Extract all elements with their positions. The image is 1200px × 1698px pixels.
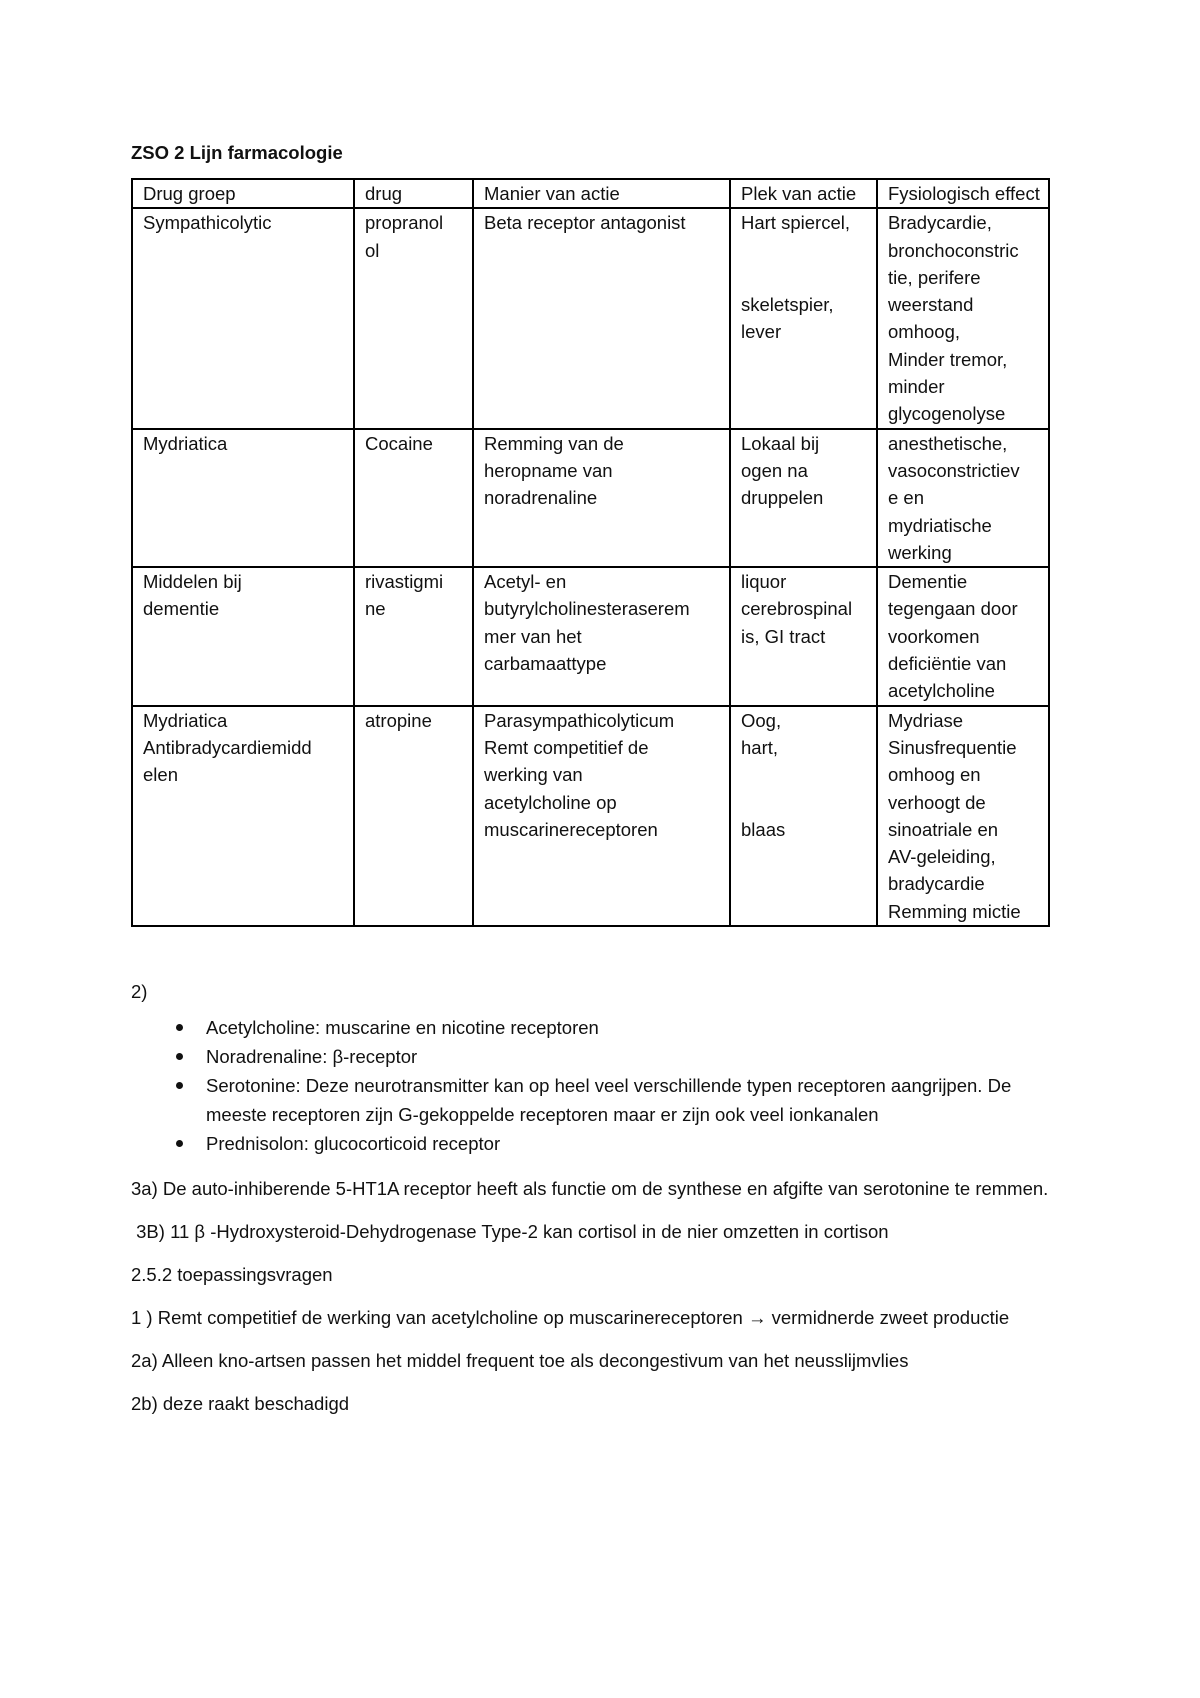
answer-2b: 2b) deze raakt beschadigd (131, 1393, 350, 1415)
cell-line: acetylcholine (888, 680, 995, 702)
table-cell-group (132, 706, 354, 926)
cell-line: dementie (143, 598, 220, 620)
table-body (132, 179, 1049, 926)
table-row (132, 429, 1049, 567)
cell-line: Hart spiercel, (741, 212, 850, 234)
header-cell: drug (354, 179, 473, 208)
cell-line: weerstand (888, 294, 974, 316)
answer-3b: 3B) 11 β -Hydroxysteroid-Dehydrogenase Type-2 kan cortisol in de nier omzetten in cortison (131, 1221, 889, 1243)
cell-line: propranol (365, 212, 444, 234)
answer-2a: 2a) Alleen kno-artsen passen het middel frequent toe als decongestivum van het neusslijmvlies (131, 1350, 909, 1372)
cell-line: ol (365, 239, 380, 261)
cell-line: Mydriatica (143, 709, 228, 731)
cell-line: werking van (484, 764, 583, 786)
cell-line: Sinusfrequentie (888, 736, 1017, 758)
cell-line: bradycardie (888, 873, 985, 895)
cell-line: butyrylcholinesteraserem (484, 598, 690, 620)
section-heading-2-5-2: 2.5.2 toepassingsvragen (131, 1264, 333, 1286)
cell-line: elen (143, 764, 178, 786)
cell-line: Middelen bij (143, 571, 242, 593)
cell-spacer (741, 237, 870, 292)
cell-line: is, GI tract (741, 625, 826, 647)
cell-line: Bradycardie, (888, 212, 992, 234)
answer-1-text: 1 ) Remt competitief de werking van acetylcholine op muscarinereceptoren (131, 1307, 743, 1329)
cell-line: hart, (741, 736, 779, 758)
cell-line: AV-geleiding, (888, 846, 996, 868)
table-row (132, 567, 1049, 705)
cell-line: Mydriase (888, 709, 964, 731)
header-cell: Manier van actie (473, 179, 730, 208)
cell-line: vasoconstrictiev (888, 459, 1020, 481)
cell-line: carbamaattype (484, 653, 607, 675)
cell-line: mer van het (484, 625, 582, 647)
cell-line: tegengaan door (888, 598, 1018, 620)
cell-line: Remming van de (484, 432, 624, 454)
bullet-item: Serotonine: Deze neurotransmitter kan op heel veel verschillende typen receptoren aangrijpen. De meeste receptoren zijn G-gekoppelde receptoren maar er zijn ook veel ionkanalen (206, 1071, 1056, 1129)
cell-line: omhoog, (888, 321, 960, 343)
answer-1 (131, 1303, 1056, 1332)
cell-line: mydriatische (888, 514, 992, 536)
table-cell-group (132, 429, 354, 567)
table-cell-action (473, 208, 730, 428)
cell-line: atropine (365, 709, 432, 731)
table-cell-site (730, 429, 877, 567)
cell-line: druppelen (741, 487, 824, 509)
cell-line: liquor (741, 571, 787, 593)
cell-line: werking (888, 541, 952, 563)
table-cell-action (473, 706, 730, 926)
cell-line: Cocaine (365, 432, 433, 454)
cell-line: Acetyl- en (484, 571, 567, 593)
cell-line: bronchoconstric (888, 239, 1019, 261)
cell-line: ogen na (741, 459, 808, 481)
answer-1-result: vermidnerde zweet productie (766, 1307, 1010, 1329)
cell-line: Beta receptor antagonist (484, 212, 686, 234)
table-cell-effect (877, 567, 1049, 705)
cell-line: Mydriatica (143, 432, 228, 454)
table-cell-site (730, 208, 877, 428)
cell-line: verhoogt de (888, 791, 986, 813)
cell-line: Oog, (741, 709, 782, 731)
header-cell: Fysiologisch effect (877, 179, 1049, 208)
cell-line: omhoog en (888, 764, 981, 786)
cell-line: Antibradycardiemidd (143, 736, 312, 758)
table-header-row (132, 179, 1049, 208)
header-cell: Plek van actie (730, 179, 877, 208)
table-cell-effect (877, 706, 1049, 926)
cell-line: muscarinereceptoren (484, 818, 658, 840)
cell-spacer (741, 761, 870, 816)
cell-line: Remming mictie (888, 900, 1021, 922)
table-cell-drug (354, 429, 473, 567)
cell-line: blaas (741, 818, 786, 840)
cell-line: sinoatriale en (888, 818, 999, 840)
bullet-item: Noradrenaline: β-receptor (206, 1042, 1056, 1071)
table-cell-drug (354, 208, 473, 428)
table-cell-drug (354, 567, 473, 705)
document-title: ZSO 2 Lijn farmacologie (131, 142, 343, 163)
bullet-item: Prednisolon: glucocorticoid receptor (206, 1129, 1056, 1158)
cell-line: rivastigmi (365, 571, 444, 593)
cell-line: cerebrospinal (741, 598, 853, 620)
table-cell-action (473, 429, 730, 567)
cell-line: acetylcholine op (484, 791, 617, 813)
answer-3a: 3a) De auto-inhiberende 5-HT1A receptor heeft als functie om de synthese en afgifte van serotonine te remmen. (131, 1178, 1049, 1200)
cell-line: noradrenaline (484, 487, 598, 509)
cell-line: Lokaal bij (741, 432, 820, 454)
pharmacology-table (131, 178, 1050, 927)
table-cell-effect (877, 208, 1049, 428)
cell-line: ne (365, 598, 386, 620)
cell-line: Parasympathicolyticum (484, 709, 675, 731)
table-cell-group (132, 567, 354, 705)
cell-line: minder (888, 376, 945, 398)
cell-line: e en (888, 487, 925, 509)
cell-line: skeletspier, (741, 294, 834, 316)
cell-line: Minder tremor, (888, 348, 1008, 370)
table-cell-site (730, 567, 877, 705)
cell-line: Dementie (888, 571, 968, 593)
table-cell-action (473, 567, 730, 705)
right-arrow-icon: → (747, 1307, 767, 1329)
section-2-label: 2) (131, 981, 148, 1003)
bullet-item: Acetylcholine: muscarine en nicotine receptoren (206, 1013, 1056, 1042)
table-row (132, 706, 1049, 926)
table-cell-effect (877, 429, 1049, 567)
cell-line: heropname van (484, 459, 613, 481)
cell-line: Remt competitief de (484, 736, 649, 758)
table-cell-site (730, 706, 877, 926)
receptor-bullet-list (131, 1013, 1056, 1158)
cell-line: voorkomen (888, 625, 980, 647)
header-cell: Drug groep (132, 179, 354, 208)
cell-line: deficiëntie van (888, 653, 1007, 675)
table-cell-group (132, 208, 354, 428)
document-page (131, 142, 1056, 1418)
table-cell-drug (354, 706, 473, 926)
cell-line: Sympathicolytic (143, 212, 272, 234)
cell-line: lever (741, 321, 782, 343)
cell-line: glycogenolyse (888, 403, 1006, 425)
cell-line: tie, perifere (888, 266, 981, 288)
cell-line: anesthetische, (888, 432, 1008, 454)
table-row (132, 208, 1049, 428)
